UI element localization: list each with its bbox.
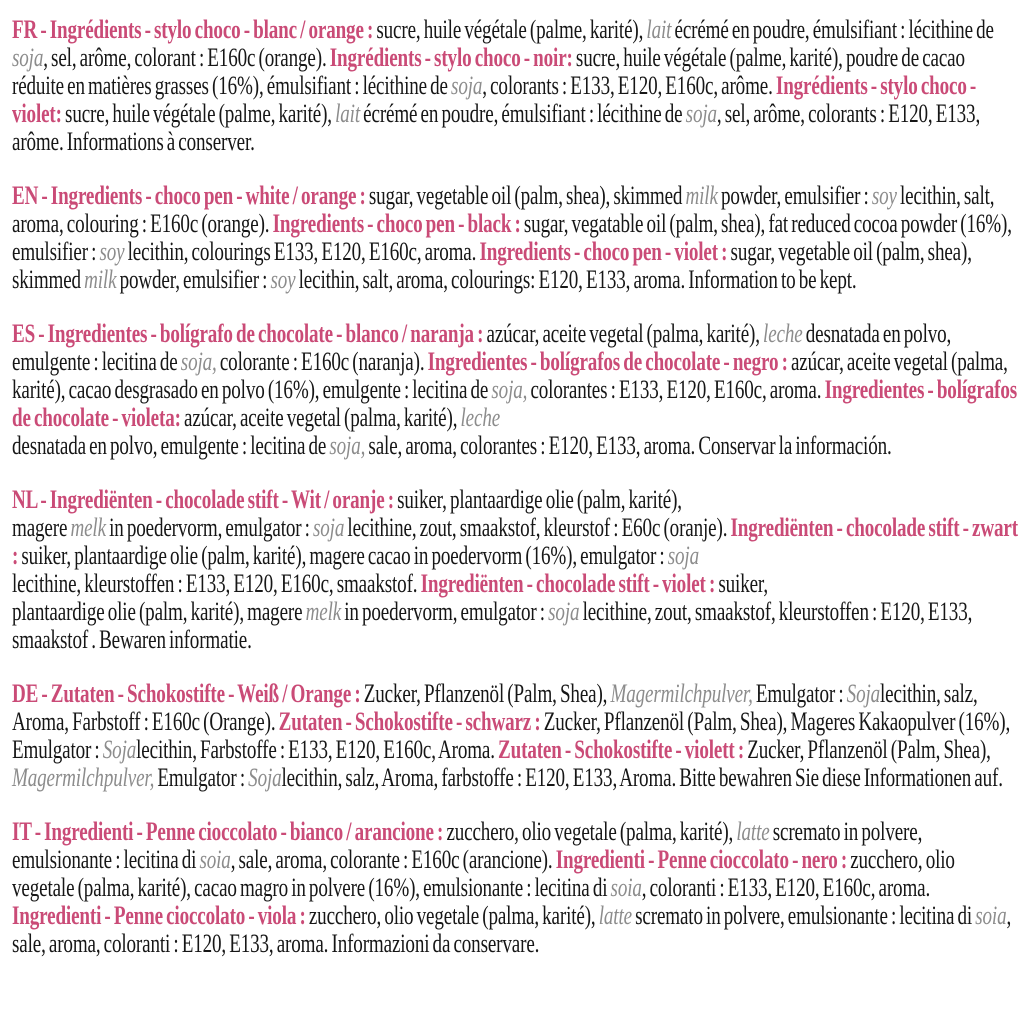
allergen-text: Soja xyxy=(248,762,282,792)
ingredients-text: azúcar, aceite vegetal (palma, karité), xyxy=(183,402,461,432)
allergen-text: leche xyxy=(460,402,501,432)
allergen-text: soy xyxy=(871,180,897,210)
ingredients-text: lecithine, kleurstoffen : E133, E120, E160c, smaakstof. xyxy=(12,568,421,598)
allergen-text: Magermilchpulver, xyxy=(610,678,753,708)
section-heading-it: IT - Ingredienti - Penne cioccolato - bianco / arancione : xyxy=(12,816,447,846)
allergen-text: lait xyxy=(335,98,360,128)
allergen-text: Soja xyxy=(102,734,137,764)
section-heading-de: Zutaten - Schokostifte - schwarz : xyxy=(278,706,544,736)
ingredients-section-es xyxy=(12,319,1020,459)
ingredients-text: plantaardige olie (palm, karité), magere xyxy=(12,596,306,626)
allergen-text: soy xyxy=(270,264,296,294)
ingredients-text: lecithin, salz, Aroma, Farbstoff : E160c (Orange). xyxy=(12,678,978,736)
ingredients-section-de xyxy=(12,679,1020,791)
ingredients-text: lecithine, zout, smaakstof, kleurstof : E60c (oranje). xyxy=(344,512,731,542)
section-heading-de: Zutaten - Schokostifte - violett : xyxy=(498,734,748,764)
ingredients-text: zucchero, olio vegetale (palma, karité), xyxy=(446,816,737,846)
section-heading-nl: NL - Ingrediënten - chocolade stift - Wit / oranje : xyxy=(12,484,398,514)
ingredients-text: Zucker, Pflanzenöl (Palm, Shea), xyxy=(747,734,991,764)
allergen-text: Soja xyxy=(846,678,881,708)
section-heading-en: Ingredients - choco pen - black : xyxy=(272,208,524,238)
section-heading-es: ES - Ingredientes - bolígrafo de chocolate - blanco / naranja : xyxy=(12,318,487,348)
ingredients-text: suiker, plantaardige olie (palm, karité), xyxy=(397,484,682,514)
ingredients-text: azúcar, aceite vegetal (palma, karité), cacao desgrasado en polvo (16%), emulgente : lecitina de xyxy=(12,346,1008,404)
ingredients-text: Zucker, Pflanzenöl (Palm, Shea), xyxy=(363,678,611,708)
section-heading-es: Ingredientes - bolígrafos de chocolate - violeta: xyxy=(12,374,1018,432)
section-heading-en: EN - Ingredients - choco pen - white / orange : xyxy=(12,180,369,210)
section-heading-fr: FR - Ingrédients - stylo choco - blanc / orange : xyxy=(12,14,377,44)
allergen-text: soja, xyxy=(329,430,366,460)
section-heading-en: Ingredients - choco pen - violet : xyxy=(479,236,731,266)
ingredients-text: lecithin, colourings E133, E120, E160c, aroma. xyxy=(124,236,480,266)
ingredients-text: sucre, huile végétale (palme, karité), poudre de cacao réduite en matières grasses (16%), émulsifiant : lécithine de xyxy=(12,42,965,100)
ingredients-text: lecithin, salt, aroma, colourings: E120, E133, aroma. Information to be kept. xyxy=(295,264,857,294)
section-heading-de: DE - Zutaten - Schokostifte - Weiß / Orange : xyxy=(12,678,364,708)
ingredients-text: colorante : E160c (naranja). xyxy=(216,346,428,376)
ingredients-text: zucchero, olio vegetale (palma, karité), xyxy=(308,900,599,930)
ingredients-text: desnatada en polvo, emulgente : lecitina de xyxy=(12,318,952,376)
ingredients-text: , sel, arôme, colorant : E160c (orange). xyxy=(43,42,330,72)
ingredients-text: scremato in polvere, emulsionante : lecitina di xyxy=(12,816,923,874)
ingredients-text: colorantes : E133, E120, E160c, aroma. xyxy=(527,374,825,404)
ingredients-text: Emulgator : xyxy=(154,762,249,792)
allergen-text: melk xyxy=(70,512,106,542)
allergen-text: soja xyxy=(685,98,717,128)
ingredients-text: Emulgator : xyxy=(752,678,847,708)
ingredients-text: in poedervorm, emulgator : xyxy=(341,596,549,626)
ingredients-text: lecithine, zout, smaakstof, kleurstoffen : E120, E133, smaakstof . Bewaren informatie. xyxy=(12,596,973,654)
ingredients-text: écrémé en poudre, émulsifiant : lécithine de xyxy=(359,98,686,128)
allergen-text: milk xyxy=(84,264,117,294)
section-heading-es: Ingredientes - bolígrafos de chocolate - negro : xyxy=(427,346,791,376)
ingredients-text: sale, aroma, colorantes : E120, E133, aroma. Conservar la información. xyxy=(365,430,892,460)
allergen-text: melk xyxy=(305,596,342,626)
ingredients-text: in poedervorm, emulgator : xyxy=(105,512,313,542)
ingredients-section-it xyxy=(12,817,1020,957)
ingredients-text: Zucker, Pflanzenöl (Palm, Shea), Mageres Kakaopulver (16%), Emulgator : xyxy=(12,706,1011,764)
ingredients-text: sugar, vegatable oil (palm, shea), fat reduced cocoa powder (16%), emulsifier : xyxy=(12,208,1012,266)
allergen-text: soja xyxy=(312,512,345,542)
ingredients-text: sucre, huile végétale (palme, karité), xyxy=(65,98,336,128)
allergen-text: lait xyxy=(646,14,672,44)
section-heading-it: Ingredienti - Penne cioccolato - nero : xyxy=(555,844,851,874)
ingredients-text: lecithin, salt, aroma, colouring : E160c (orange). xyxy=(12,180,995,238)
ingredients-text: écrémé en poudre, émulsifiant : lécithine de xyxy=(671,14,994,44)
ingredients-text: sucre, huile végétale (palme, karité), xyxy=(376,14,647,44)
ingredients-section-nl xyxy=(12,485,1020,653)
ingredients-text: lecithin, salz, Aroma, farbstoffe : E120, E133, Aroma. Bitte bewahren Sie diese Informationen auf. xyxy=(281,762,1003,792)
allergen-text: soja xyxy=(667,540,699,570)
allergen-text: milk xyxy=(685,180,718,210)
ingredients-text: , coloranti : E133, E120, E160c, aroma. xyxy=(641,872,931,902)
ingredients-text: suiker, plantaardige olie (palm, karité), magere cacao in poedervorm (16%), emulgator : xyxy=(21,540,668,570)
allergen-text: soja xyxy=(548,596,580,626)
ingredients-section-fr xyxy=(12,15,1020,155)
ingredients-text: , sale, aroma, colorante : E160c (arancione). xyxy=(230,844,556,874)
ingredients-text: sugar, vegetable oil (palm, shea), skimmed xyxy=(368,180,686,210)
allergen-text: soja xyxy=(451,70,483,100)
section-heading-fr: Ingrédients - stylo choco - violet: xyxy=(12,70,977,128)
allergen-text: soja, xyxy=(180,346,217,376)
allergen-text: soia xyxy=(199,844,231,874)
ingredients-text: zucchero, olio vegetale (palma, karité), cacao magro in polvere (16%), emulsionante : lecitina di xyxy=(12,844,955,902)
allergen-text: soja, xyxy=(491,374,528,404)
ingredients-text: , sale, aroma, coloranti : E120, E133, aroma. Informazioni da conservare. xyxy=(12,900,1012,958)
ingredients-sections-container xyxy=(12,15,1020,957)
section-heading-fr: Ingrédients - stylo choco - noir: xyxy=(329,42,576,72)
ingredients-text: magere xyxy=(12,512,71,542)
allergen-text: Magermilchpulver, xyxy=(12,762,155,792)
ingredients-text: suiker, xyxy=(718,568,768,598)
ingredients-text: , sel, arôme, colorants : E120, E133, arôme. Informations à conserver. xyxy=(12,98,981,156)
allergen-text: soja xyxy=(12,42,44,72)
allergen-text: latte xyxy=(736,816,770,846)
ingredients-text: scremato in polvere, emulsionante : lecitina di xyxy=(631,900,976,930)
ingredients-text: desnatada en polvo, emulgente : lecitina de xyxy=(12,430,330,460)
allergen-text: soia xyxy=(975,900,1007,930)
ingredients-text: powder, emulsifier : xyxy=(116,264,271,294)
ingredients-text: , colorants : E133, E120, E160c, arôme. xyxy=(482,70,776,100)
ingredients-text: azúcar, aceite vegetal (palma, karité), xyxy=(486,318,764,348)
ingredients-section-en xyxy=(12,181,1020,293)
ingredients-text: powder, emulsifier : xyxy=(717,180,872,210)
allergen-text: leche xyxy=(763,318,803,348)
section-heading-it: Ingredienti - Penne cioccolato - viola : xyxy=(12,900,309,930)
section-heading-nl: Ingrediënten - chocolade stift - violet : xyxy=(420,568,719,598)
allergen-text: soia xyxy=(610,872,642,902)
allergen-text: latte xyxy=(598,900,632,930)
ingredients-text: lecithin, Farbstoffe : E133, E120, E160c, Aroma. xyxy=(136,734,499,764)
section-heading-nl: Ingrediënten - chocolade stift - zwart : xyxy=(12,512,1018,570)
ingredients-text: sugar, vegetable oil (palm, shea), skimmed xyxy=(12,236,972,294)
allergen-text: soy xyxy=(99,236,125,266)
